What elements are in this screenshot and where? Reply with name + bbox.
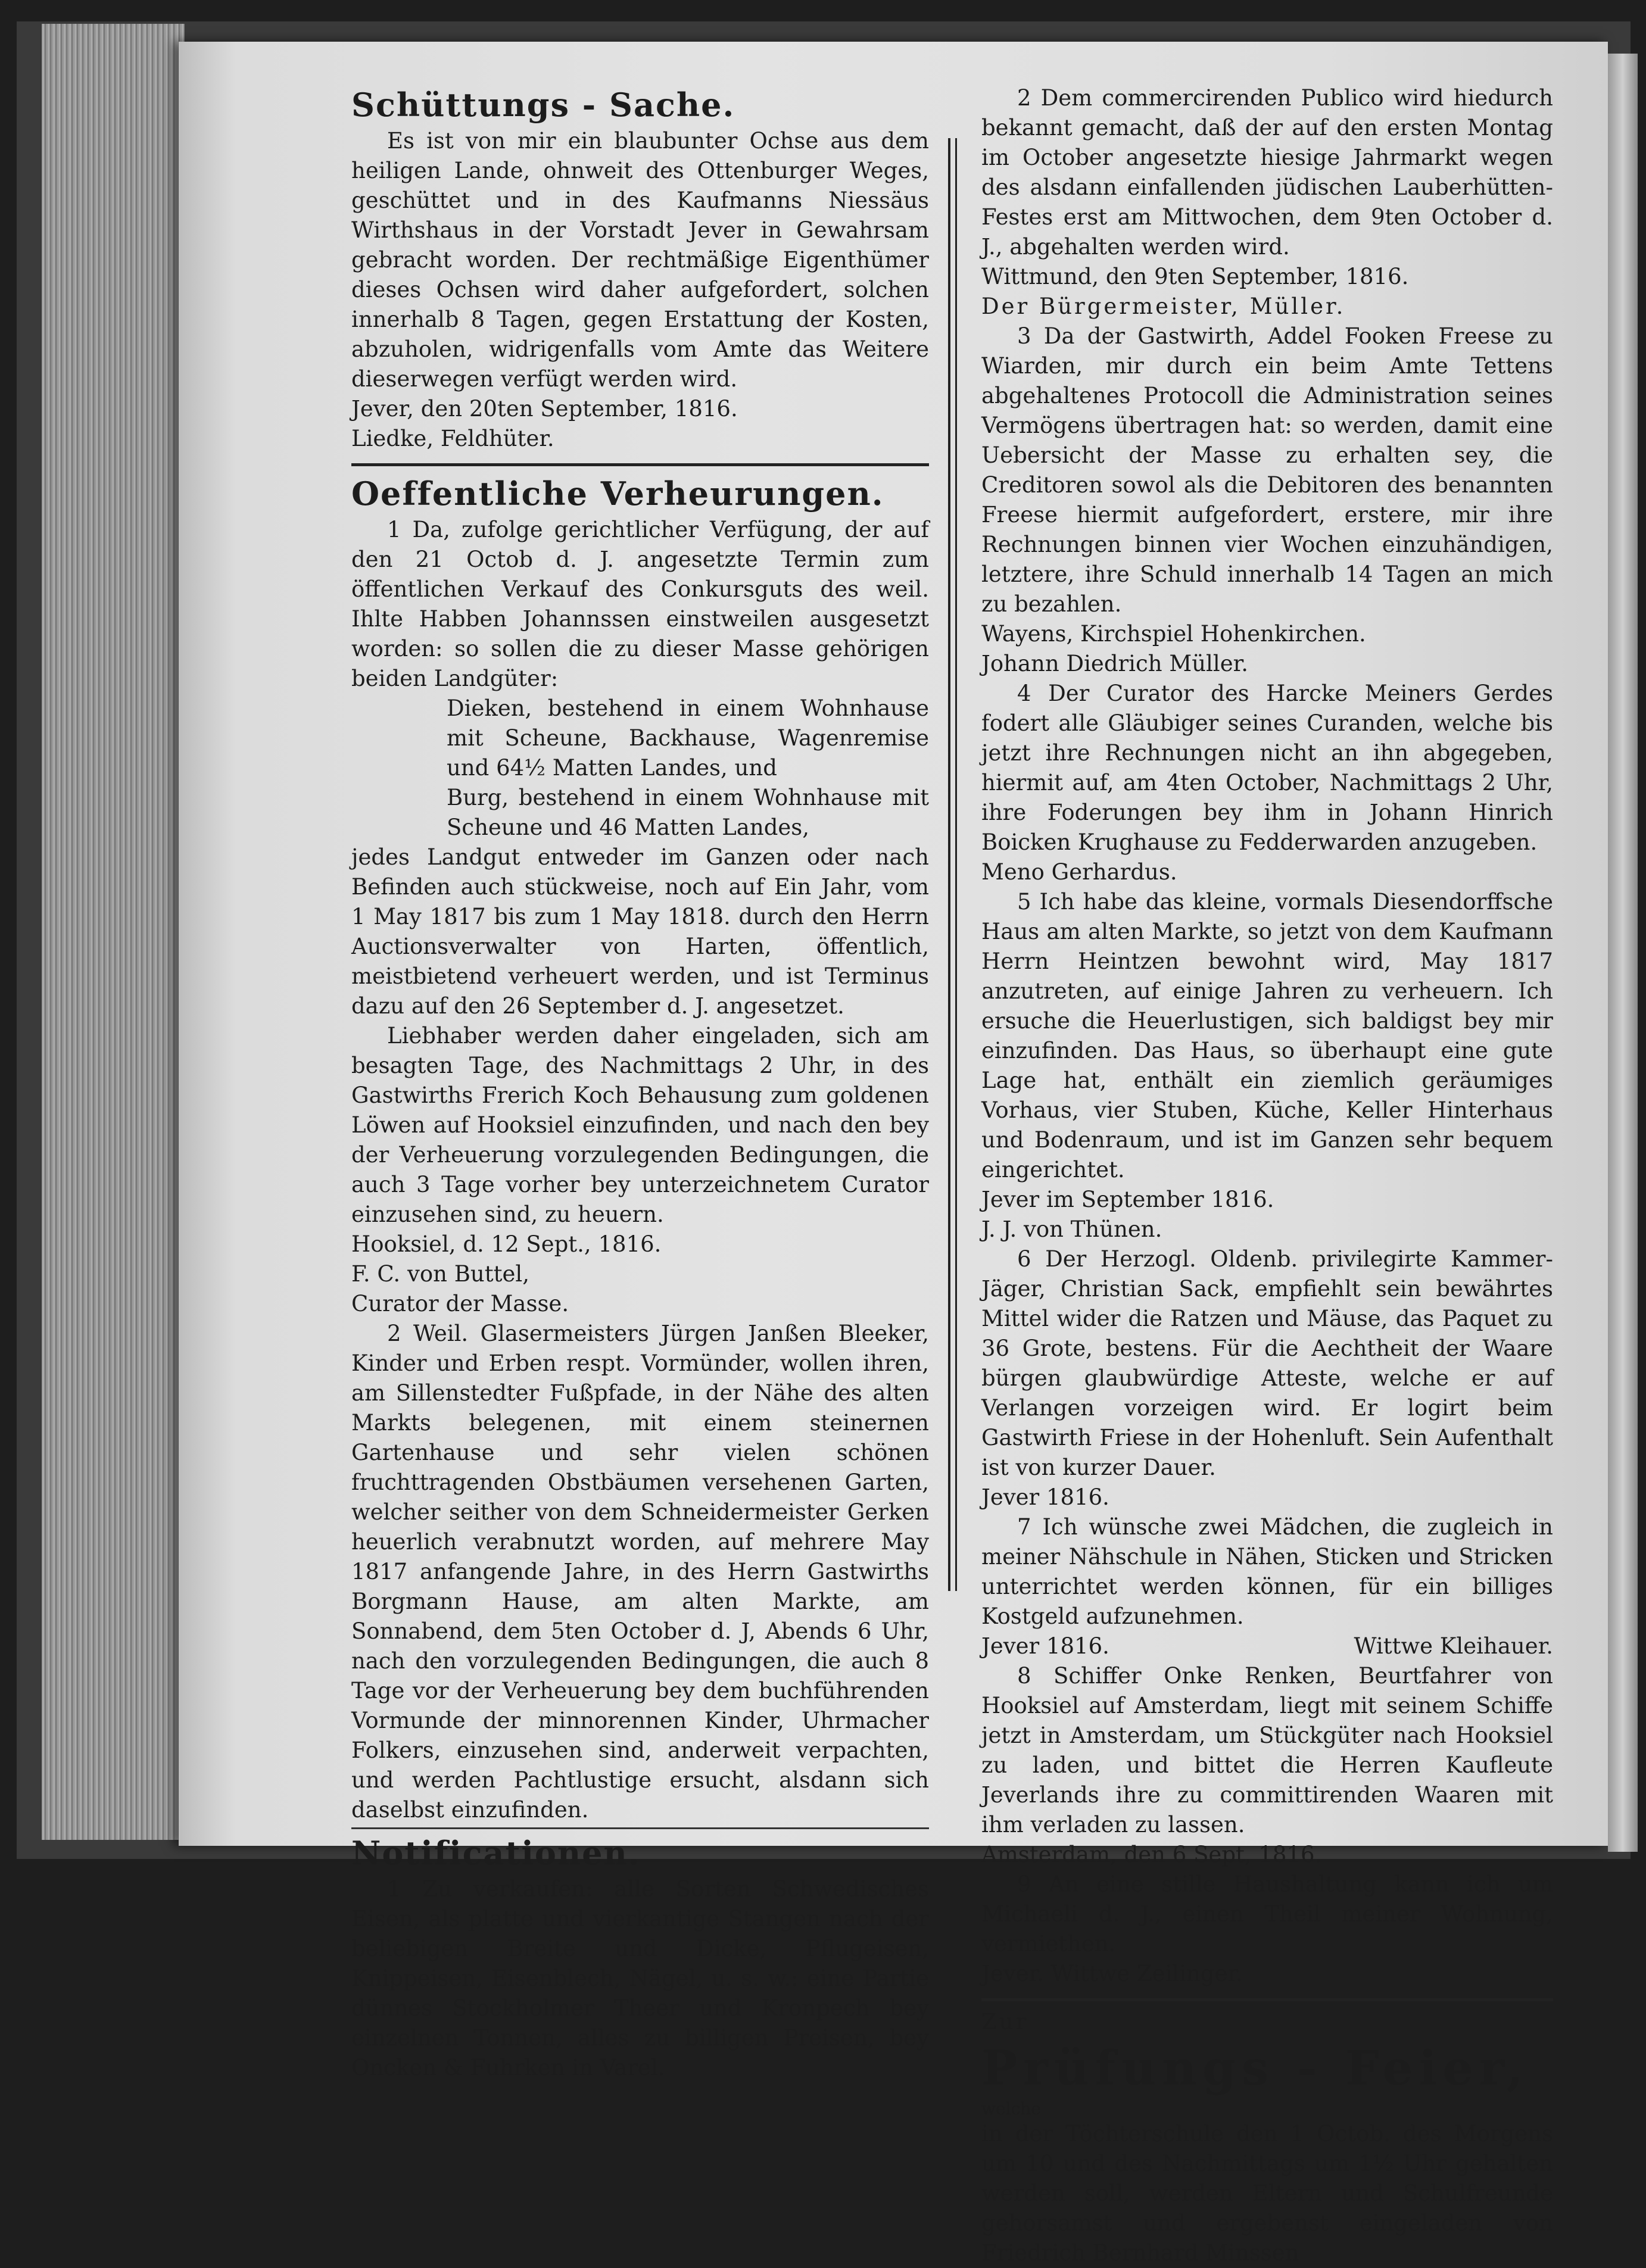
section-title-notificationen: Notificationen. <box>351 1834 641 1872</box>
verheurung-1-text2: jedes Landgut entweder im Ganzen oder nach Befinden auch stückweise, noch auf Ein Jahr, vom 1 May 1817 bis zum 1 May 1818. durch den Herrn Auctionsverwalter von Harten, öffentlich, meistbietend verheuert werden, und ist Terminus dazu auf den 26 September d. J. angesetzet. <box>351 844 929 1019</box>
notification-1-text: 1 Zu verkaufen: alle Sorten Schwedisches Eisen, als platte und vierkantige Stangen nach der beliebigen Breite und Dicke, Pflugeisen, Knippeisen, Eisenblech, Nägel, u. s. w.: eine Partie dünnes Stockholmer Theer und Kronpech bey einzelnen Tonnen, alles zu billigen Preisen, bey Oncken & Fuhrken in Varel. <box>351 1876 929 2080</box>
verheurung-1-date: Hooksiel, d. 12 Sept., 1816. <box>351 1231 662 1257</box>
notice-5-sign: J. J. von Thünen. <box>981 1216 1162 1242</box>
notice-schuettung-date: Jever, den 20ten September, 1816. <box>351 396 738 422</box>
notice-schuettung-sign: Liedke, Feldhüter. <box>351 426 554 451</box>
notice-3-place: Wayens, Kirchspiel Hohenkirchen. <box>981 621 1366 647</box>
notice-5-text: 5 Ich habe das kleine, vormals Diesendorffsche Haus am alten Markte, so jetzt von dem Kaufmann Herrn Heintzen bewohnt wird, May 1817 anzutreten, auf einige Jahren zu verheuern. Ich ersuche die Heuerlustigen, sich baldigst bey mir einzufinden. Das Haus, so überhaupt eine gute Lage hat, enthält ein ziemlich geräumiges Vorhaus, vier Stuben, Küche, Keller Hinterhaus und Bodenraum, und ist im Ganzen sehr bequem eingerichtet. <box>981 889 1553 1183</box>
notice-7-sign: Wittwe Kleihauer. <box>1354 1633 1553 1659</box>
notice-9-text: 9 An eine stille Haushaltung kann ich um Michaeli d. J., einen Theil meiner Wohnung, vermiethen. <box>981 1871 1553 1957</box>
notice-2-sign: Der Bürgermeister, Müller. <box>981 294 1346 319</box>
notice-9-sign: Jever. Wittwe Zeilinger. <box>981 1961 1243 1986</box>
section-divider <box>351 463 929 466</box>
notice-2-date: Wittmund, den 9ten September, 1816. <box>981 264 1409 289</box>
verheurung-1-dieken: Dieken, bestehend in einem Wohnhause mit Scheune, Backhause, Wagenremise und 64½ Matten Landes, und <box>447 695 929 781</box>
notice-7-text: 7 Ich wünsche zwei Mädchen, die zugleich in meiner Nähschule in Nähen, Sticken und Stricken unterrichtet werden können, für ein billiges Kostgeld aufzunehmen. <box>981 1514 1553 1629</box>
notice-7-date: Jever 1816. <box>981 1633 1109 1659</box>
notice-3-text: 3 Da der Gastwirth, Addel Fooken Freese zu Wiarden, mir durch ein beim Amte Tettens abgehaltenes Protocoll die Administration seines Vermögens übertragen hat: so werden, damit eine Uebersicht der Masse zu erhalten sey, die Creditoren sowol als die Debitoren des benannten Freese hiermit aufgefordert, erstere, mir ihre Rechnungen binnen vier Wochen einzuhändigen, letztere, ihre Schuld innerhalb 14 Tagen an mich zu bezahlen. <box>981 323 1553 617</box>
book-page-edges <box>42 24 185 1840</box>
verheurung-1-sign1: F. C. von Buttel, <box>351 1261 529 1287</box>
verheurung-1-text3: Liebhaber werden daher eingeladen, sich am besagten Tage, des Nachmittags 2 Uhr, in des Gastwirths Frerich Koch Behausung zum goldenen Löwen auf Hooksiel einzufinden, und nach den bey der Verheuerung vorzulegenden Bedingungen, die auch 3 Tage vorher bey unterzeichnetem Curator einzusehen sind, zu heuern. <box>351 1023 929 1227</box>
feier-text: in der Töchterschule den 1 Octob. des Morgens um 10 und des Nachmittags um 1½ Uhr gehalten werden soll, werden Eltern und Schulfreunde gehorsamst und ergebenst eingeladen von Friedrich Bernhard Minssen <box>981 2121 1553 2266</box>
section-divider <box>351 1827 929 1829</box>
verheurung-2-text: 2 Weil. Glasermeisters Jürgen Janßen Bleeker, Kinder und Erben respt. Vormünder, wollen ihren, am Sillenstedter Fußpfade, in der Nähe des alten Markts belegenen, mit einem steinernen Gartenhause und sehr vielen schönen fruchttragenden Obstbäumen versehenen Garten, welcher seither von dem Schneidermeister Gerken heuerlich verabnutzt worden, auf mehrere May 1817 anfangende Jahre, in des Herrn Gastwirths Borgmann Hause, am alten Markte, am Sonnabend, dem 5ten October d. J, Abends 6 Uhr, nach den vorzulegenden Bedingungen, die auch 8 Tage vor der Verheuerung bey dem buchführenden Vormunde der minnorennen Kinder, Uhrmacher Folkers, einzusehen sind, anderweit verpachten, und werden Pachtlustige ersucht, alsdann sich daselbst einzufinden. <box>351 1321 929 1823</box>
notice-3-sign: Johann Diedrich Müller. <box>981 651 1248 676</box>
feier-title: Prüfungs - Feier, <box>981 2040 1529 2096</box>
notice-8-text: 8 Schiffer Onke Renken, Beurtfahrer von Hooksiel auf Amsterdam, liegt mit seinem Schiffe jetzt in Amsterdam, um Stückgüter nach Hooksiel zu laden, und bittet die Herren Kaufleute Jeverlands ihre zu committirenden Waaren mit ihm verladen zu lassen. <box>981 1663 1553 1838</box>
notice-6-date: Jever 1816. <box>981 1484 1109 1510</box>
column-divider <box>948 138 957 1591</box>
feier-zur: Zur <box>981 2009 1029 2035</box>
feier-welche: welche <box>981 2099 1041 2119</box>
notice-7-footer <box>981 1631 1553 1661</box>
notice-6-text: 6 Der Herzogl. Oldenb. privilegirte Kammer-Jäger, Christian Sack, empfiehlt sein bewährtes Mittel wider die Ratzen und Mäuse, das Paquet zu 36 Grote, bestens. Für die Aechtheit der Waare bürgen glaubwürdige Atteste, welche er auf Verlangen vorzeigen wird. Er logirt beim Gastwirth Friese in der Hohenluft. Sein Aufenthalt ist von kurzer Dauer. <box>981 1246 1553 1480</box>
section-title-verheurungen: Oeffentliche Verheurungen. <box>351 475 884 513</box>
notice-2-text: 2 Dem commercirenden Publico wird hiedurch bekannt gemacht, daß der auf den ersten Montag im October angesetzte hiesige Jahrmarkt wegen des alsdann einfallenden jüdischen Lauberhütten-Festes erst am Mittwochen, dem 9ten October d. J., abgehalten werden wird. <box>981 85 1553 260</box>
book-right-edge <box>1608 54 1638 1852</box>
right-column <box>981 83 1553 2268</box>
section-divider <box>981 1998 1553 2001</box>
notice-4-text: 4 Der Curator des Harcke Meiners Gerdes fodert alle Gläubiger seines Curanden, welche bis jetzt ihre Rechnungen nicht an ihn abgegeben, hiermit auf, am 4ten October, Nachmittags 2 Uhr, ihre Foderungen bey ihm in Johann Hinrich Boicken Krughause zu Fedderwarden anzugeben. <box>981 681 1553 855</box>
left-column <box>351 83 929 2083</box>
notice-5-date: Jever im September 1816. <box>981 1187 1274 1212</box>
notice-4-sign: Meno Gerhardus. <box>981 859 1177 885</box>
verheurung-1-burg: Burg, bestehend in einem Wohnhause mit Scheune und 46 Matten Landes, <box>447 785 929 840</box>
notice-8-date: Amsterdam, den 6 Sept, 1816. <box>981 1842 1322 1867</box>
verheurung-1-text: 1 Da, zufolge gerichtlicher Verfügung, der auf den 21 Octob d. J. angesetzte Termin zum öffentlichen Verkauf des Conkursguts des weil. Ihlte Habben Johannssen einstweilen ausgesetzt worden: so sollen die zu dieser Masse gehörigen beiden Landgüter: <box>351 517 929 691</box>
notice-schuettung-text: Es ist von mir ein blaubunter Ochse aus dem heiligen Lande, ohnweit des Ottenburger Weges, geschüttet und in des Kaufmanns Niessäus Wirthshaus in der Vorstadt Jever in Gewahrsam gebracht worden. Der rechtmäßige Eigenthümer dieses Ochsen wird daher aufgefordert, solchen innerhalb 8 Tagen, gegen Erstattung der Kosten, abzuholen, widrigenfalls vom Amte das Weitere dieserwegen verfügt werden wird. <box>351 128 929 392</box>
section-title-schuettung: Schüttungs - Sache. <box>351 86 735 124</box>
verheurung-1-sign2: Curator der Masse. <box>351 1291 569 1316</box>
